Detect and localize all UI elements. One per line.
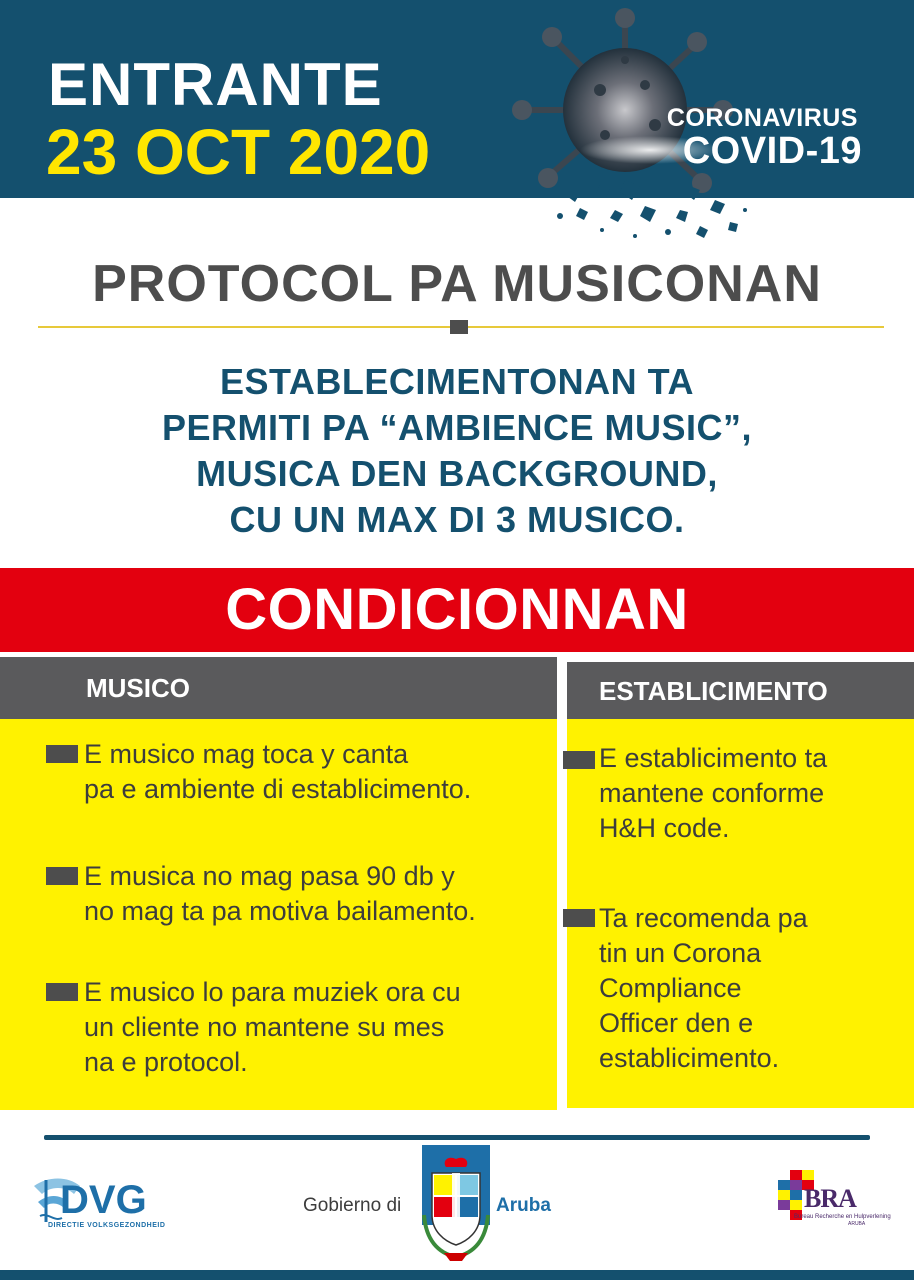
intro-line: CU UN MAX DI 3 MUSICO.	[229, 499, 685, 540]
aruba-label: Aruba	[496, 1195, 551, 1216]
list-item-line: tin un Corona	[599, 938, 762, 968]
list-item-line: na e protocol.	[84, 1047, 248, 1077]
list-item-line: un cliente no mantene su mes	[84, 1012, 445, 1042]
list-item-line: establicimento.	[599, 1043, 780, 1073]
coronavirus-label: CORONAVIRUS	[666, 104, 858, 132]
dvg-subtitle: DIRECTIE VOLKSGEZONDHEID	[48, 1222, 166, 1229]
musico-conditions-panel	[0, 719, 557, 1110]
dvg-wordmark: DVG	[60, 1178, 147, 1222]
bullet-marker	[563, 909, 595, 927]
divider-marker	[450, 320, 468, 334]
bullet-marker	[46, 983, 78, 1001]
establicimento-column-heading: ESTABLICIMENTO	[567, 662, 914, 720]
list-item-line: no mag ta pa motiva bailamento.	[84, 896, 476, 926]
musico-column-heading: MUSICO	[0, 657, 557, 719]
bullet-marker	[46, 867, 78, 885]
list-item-line: E musica no mag pasa 90 db y	[84, 861, 455, 891]
footer-divider	[44, 1135, 870, 1140]
intro-statement	[0, 359, 914, 543]
splatter-decoration	[540, 180, 760, 250]
list-item-line: E musico lo para muziek ora cu	[84, 977, 461, 1007]
list-item-line: pa e ambiente di establicimento.	[84, 774, 472, 804]
list-item-line: E musico mag toca y canta	[84, 739, 409, 769]
list-item	[84, 859, 476, 929]
establicimento-conditions-panel	[567, 719, 914, 1108]
bra-subtitle: Bureau Recherche en Hulpverlening	[794, 1214, 891, 1220]
list-item	[84, 975, 461, 1080]
effective-date: 23 OCT 2020	[46, 116, 431, 188]
bullet-marker	[46, 745, 78, 763]
gobierno-label: Gobierno di	[303, 1195, 402, 1216]
list-item-line: E establicimento ta	[599, 743, 828, 773]
page-title: PROTOCOL PA MUSICONAN	[92, 255, 822, 313]
list-item-line: Compliance	[599, 973, 742, 1003]
covid-label: COVID-19	[682, 130, 862, 172]
header-banner	[0, 0, 914, 198]
bottom-bar	[0, 1270, 914, 1280]
list-item	[599, 901, 808, 1076]
list-item	[84, 737, 471, 807]
intro-line: PERMITI PA “AMBIENCE MUSIC”,	[161, 407, 753, 448]
bra-wordmark: BRA	[804, 1184, 856, 1213]
intro-line: ESTABLECIMENTONAN TA	[220, 361, 694, 402]
entrante-label: ENTRANTE	[48, 51, 383, 118]
list-item-line: Ta recomenda pa	[599, 903, 808, 933]
bra-location: ARUBA	[848, 1221, 866, 1227]
intro-line: MUSICA DEN BACKGROUND,	[196, 453, 718, 494]
list-item-line: Officer den e	[599, 1008, 754, 1038]
list-item	[599, 741, 827, 846]
bullet-marker	[563, 751, 595, 769]
list-item-line: H&H code.	[599, 813, 730, 843]
crest-icon	[418, 1145, 494, 1263]
list-item-line: mantene conforme	[599, 778, 825, 808]
conditions-banner: CONDICIONNAN	[0, 568, 914, 652]
